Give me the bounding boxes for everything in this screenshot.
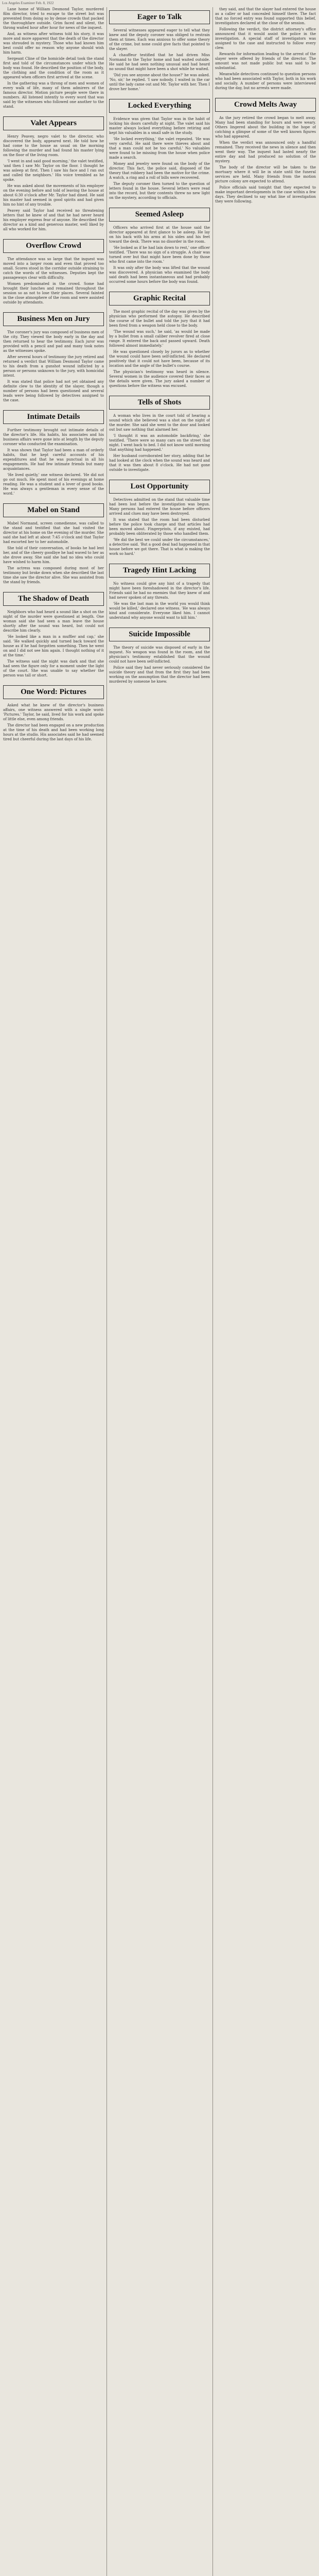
body-paragraph: In the gathering was a throng of men and women of every walk of life, many of them admirers of the famous director. Motion picture people were there in numbers. All listened intently to every word that was said by the witnesses who followed one another to the stand. xyxy=(3,81,104,109)
body-paragraph: 'He locked everything,' the valet repeated. 'He was very careful. He said there were thieves about and that a man could not be too careful.' No valuables were found to be missing from the house when police made a search. xyxy=(109,137,210,160)
section-heading: Tragedy Hint Lacking xyxy=(109,564,210,578)
body-paragraph: He was questioned closely by jurors as to whether the wound could have been self-inflicted. He declared positively that it could not have been, because of its location and the angle of the bullet's course. xyxy=(109,350,210,368)
body-paragraph: Police said they had never seriously considered the suicide theory and that from the first they had been working on the assumption that the director had been murdered by someone he knew. xyxy=(109,666,210,684)
article-block xyxy=(109,480,210,556)
article-block xyxy=(3,312,104,403)
section-heading: Eager to Talk xyxy=(109,10,210,24)
body-paragraph: It was stated that the room had been disturbed before the police took charge and that articles had been moved about. Fingerprints, if any existed, had probably been obliterated by those who handled them. xyxy=(109,518,210,536)
article-block xyxy=(3,7,104,109)
body-paragraph: The deputy coroner then turned to the question of letters found in the house. Several letters were read into the record, but their contents threw no new light on the mystery, according to officials. xyxy=(109,182,210,200)
body-paragraph: Money and jewelry were found on the body of the director. This fact, the police said, disposed of the theory that robbery had been the motive for the crime. A watch, a ring and a roll of bills were recovered. xyxy=(109,162,210,180)
article-block xyxy=(3,410,104,496)
section-heading: One Word: Pictures xyxy=(3,685,104,699)
body-paragraph: A chauffeur testified that he had driven Miss Normand to the Taylor home and had waited outside. He said he had seen nothing unusual and had heard no sound that might have been a shot while he waited. xyxy=(109,53,210,71)
section-heading: Locked Everything xyxy=(109,99,210,113)
body-paragraph: Following the verdict, the district attorney's office announced that it would assist the police in the investigation. A special staff of investigators was assigned to the case and instructed to follow every clew. xyxy=(215,27,316,50)
article-block xyxy=(3,592,104,678)
body-paragraph: It was only after the body was lifted that the wound was discovered. A physician who examined the body said death had been instantaneous and had probably occurred some hours before the body was found. xyxy=(109,266,210,284)
body-paragraph: The witness said the night was dark and that she had seen the figure only for a moment under the light of the court. She was unable to say whether the person was tall or short. xyxy=(3,659,104,677)
section-heading: Valet Appears xyxy=(3,116,104,130)
article-block xyxy=(109,628,210,684)
body-paragraph: Henry Peavey, negro valet to the director, who discovered the body, appeared next. He told how he had come to the house as usual on the morning following the murder and had found his master lying on the floor of the living room. xyxy=(3,134,104,157)
body-paragraph: The most graphic recital of the day was given by the physician who performed the autopsy. He described the course of the bullet and told the jury that it had been fired from a weapon held close to the body. xyxy=(109,310,210,328)
body-paragraph: 'He looked like a man in a muffler and cap,' she said. 'He walked quickly and turned back toward the house as if he had forgotten something. Then he went on and I did not see him again. I thought nothing of it at the time.' xyxy=(3,635,104,657)
column-1 xyxy=(3,7,104,2576)
section-heading: Crowd Melts Away xyxy=(215,98,316,112)
body-paragraph: Sergeant Cline of the homicide detail took the stand first and told of the circumstances under which the body was found. He described the position of the body, the clothing and the condition of the room as it appeared when officers first arrived at the scene. xyxy=(3,57,104,79)
body-paragraph: The body of the director will be taken to the mortuary where it will lie in state until the funeral services are held. Many friends from the motion picture colony are expected to attend. xyxy=(215,165,316,183)
article-block xyxy=(3,503,104,585)
body-paragraph: Asked what he knew of the director's business affairs, one witness answered with a single word: 'Pictures.' Taylor, he said, lived for his work and spoke of little else, even among friends. xyxy=(3,703,104,721)
body-paragraph: 'He looked as if he had lain down to rest,' one officer testified. 'There was no sign of a struggle. A chair was turned over but that might have been done by those who first came into the room.' xyxy=(109,246,210,264)
body-paragraph: A woman who lives in the court told of hearing a sound which she believed was a shot on the night of the murder. She said she went to the door and looked out but saw nothing that alarmed her. xyxy=(109,414,210,432)
column-3 xyxy=(215,7,316,2576)
article-block xyxy=(3,239,104,305)
section-heading: Mabel on Stand xyxy=(3,503,104,517)
body-paragraph: 'I went in and said good morning,' the valet testified, 'and then I saw Mr. Taylor on the floor. I thought he was asleep at first. Then I saw his face and I ran out and called the neighbors.' His voice trembled as he spoke. xyxy=(3,159,104,182)
body-paragraph: The physician's testimony was heard in silence. Several women in the audience covered their faces as the details were given. The jury asked a number of questions before the witness was excused. xyxy=(109,370,210,388)
body-paragraph: 'Did you see anyone about the house?' he was asked. 'No, sir,' he replied. 'I saw nobody. I waited in the car until the lady came out and Mr. Taylor with her. Then I drove her home.' xyxy=(109,73,210,91)
article-block xyxy=(109,10,210,92)
article-block xyxy=(109,396,210,472)
body-paragraph: Further testimony brought out intimate details of the director's life. His habits, his associates and his business affairs were gone into at length by the deputy coroner who conducted the examination. xyxy=(3,428,104,446)
body-paragraph: The attendance was so large that the inquest was moved into a larger room and even that proved too small. Scores stood in the corridor outside straining to catch the words of the witnesses. Deputies kept the passageways clear with difficulty. xyxy=(3,257,104,280)
body-paragraph: When the verdict was announced only a handful remained. They received the news in silence and then went their way. The inquest had lasted nearly the entire day and had produced no solution of the mystery. xyxy=(215,141,316,163)
body-paragraph: 'He was the last man in the world you would think would be killed,' declared one witness. 'He was always kind and considerate. Everyone liked him. I cannot understand why anyone would want to kill him.' xyxy=(109,602,210,620)
body-paragraph: Several witnesses appeared eager to tell what they knew and the deputy coroner was obliged to restrain them at times. Each was anxious to offer some theory of the crime, but none could give facts that pointed to the slayer. xyxy=(109,28,210,51)
article-block xyxy=(109,564,210,620)
body-paragraph: As the jury retired the crowd began to melt away. Many had been standing for hours and were weary. Others lingered about the building in the hope of catching a glimpse of some of the well known figures who had appeared. xyxy=(215,116,316,139)
body-paragraph: 'I thought it was an automobile backfiring,' she testified. 'There were so many cars on the street that night. I went back to bed. I did not know until morning that anything had happened.' xyxy=(109,434,210,452)
body-paragraph: Mabel Normand, screen comedienne, was called to the stand and testified that she had visited the director at his home on the evening of the murder. She said she had left at about 7:45 o'clock and that Taylor had escorted her to her automobile. xyxy=(3,521,104,544)
section-heading: Business Men on Jury xyxy=(3,312,104,326)
body-paragraph: Women predominated in the crowd. Some had brought their lunches and remained throughout the session so as not to lose their places. Several fainted in the close atmosphere of the room and were assisted outside by attendants. xyxy=(3,282,104,304)
body-paragraph: She told of their conversation, of books he had lent her, and of the cheery goodbye he had waved to her as she drove away. She said she had no idea who could have wished to harm him. xyxy=(3,546,104,564)
article-block xyxy=(109,292,210,388)
body-paragraph: Officers who arrived first at the house said the director appeared at first glance to be asleep. He lay on his back with his arms at his sides and his feet toward the desk. There was no disorder in the room. xyxy=(109,226,210,244)
article-block xyxy=(109,208,210,284)
section-heading: Intimate Details xyxy=(3,410,104,424)
body-paragraph: 'We did the best we could under the circumstances,' a detective said. 'But a good deal had happened in that house before we got there. That is what is making the work so hard.' xyxy=(109,538,210,556)
body-paragraph: Neighbors who had heard a sound like a shot on the night of the murder were questioned at length. One woman said she had seen a man leave the house shortly after the sound was heard, but could not describe him clearly. xyxy=(3,610,104,633)
section-heading: Overflow Crowd xyxy=(3,239,104,253)
column-rule xyxy=(212,7,213,2576)
body-paragraph: After several hours of testimony the jury retired and returned a verdict that William Desmond Taylor came to his death from a gunshot wound inflicted by a person or persons unknown to the jury, with homicidal intent. xyxy=(3,355,104,378)
section-heading: The Shadow of Death xyxy=(3,592,104,606)
masthead: Los Angeles Examiner Feb. 8, 1922 xyxy=(2,1,54,5)
body-paragraph: Lane home of William Desmond Taylor, murdered film director, tried to escape to the street but was prevented from doing so by dense crowds that packed the thoroughfare outside. Grim faced and silent, the throng waited hour after hour for news of the inquest. xyxy=(3,7,104,30)
body-paragraph: The actress was composed during most of her testimony but broke down when she described the last time she saw the director alive. She was assisted from the stand by friends. xyxy=(3,566,104,584)
section-heading: Tells of Shots xyxy=(109,396,210,410)
body-paragraph: Peavey said Taylor had received no threatening letters that he knew of and that he had never heard his employer express fear of anyone. He described the director as a kind and generous master, well liked by all who worked for him. xyxy=(3,209,104,231)
body-paragraph: Meanwhile detectives continued to question persons who had been associated with Taylor, both in his work and socially. A number of persons were interviewed during the day, but no arrests were made. xyxy=(215,72,316,90)
section-heading: Seemed Asleep xyxy=(109,208,210,222)
body-paragraph: Her husband corroborated her story, adding that he had looked at the clock when the sound was heard and that it was then about 8 o'clock. He had not gone outside to investigate. xyxy=(109,454,210,472)
body-paragraph: Evidence was given that Taylor was in the habit of locking his doors carefully at night. The valet said his master always locked everything before retiring and kept his valuables in a small safe in the study. xyxy=(109,117,210,135)
section-heading: Graphic Recital xyxy=(109,292,210,306)
body-paragraph: He was asked about the movements of his employer on the evening before and told of leaving the house at about 6:30 o'clock after Mr. Taylor had dined. He said his master had seemed in good spirits and had given him no hint of any trouble. xyxy=(3,184,104,207)
body-paragraph: 'The wound was such,' he said, 'as would be made by a bullet from a small caliber revolver fired at close range. It entered the back and passed upward. Death followed almost immediately.' xyxy=(109,330,210,348)
section-heading: Lost Opportunity xyxy=(109,480,210,494)
body-paragraph: The coroner's jury was composed of business men of the city. They viewed the body early in the day and then returned to hear the testimony. Each juror was provided with a pencil and pad and many took notes as the witnesses spoke. xyxy=(3,330,104,353)
column-2 xyxy=(109,7,210,2576)
body-paragraph: And, as witness after witness told his story, it was more and more apparent that the death of the director was shrouded in mystery. Those who had known him best could offer no reason why anyone should wish him harm. xyxy=(3,32,104,55)
body-paragraph: Rewards for information leading to the arrest of the slayer were offered by friends of the director. The amount was not made public but was said to be substantial. xyxy=(215,52,316,70)
body-paragraph: No witness could give any hint of a tragedy that might have been foreshadowed in the director's life. Friends said he had no enemies that they knew of and had never spoken of any threats. xyxy=(109,582,210,600)
article-block xyxy=(215,7,316,91)
body-paragraph: The theory of suicide was disposed of early in the inquest. No weapon was found in the room, and the physician's testimony established that the wound could not have been self-inflicted. xyxy=(109,646,210,664)
body-paragraph: It was shown that Taylor had been a man of orderly habits, that he kept careful accounts of his expenditures and that he was punctual in all his engagements. He had few intimate friends but many acquaintances. xyxy=(3,448,104,471)
body-paragraph: It was stated that police had not yet obtained any definite clew to the identity of the slayer, though a number of persons had been questioned and several leads were being followed by detectives assigned to the case. xyxy=(3,380,104,402)
article-block xyxy=(109,99,210,200)
article-block xyxy=(3,116,104,232)
section-heading: Suicide Impossible xyxy=(109,628,210,641)
body-paragraph: Detectives admitted on the stand that valuable time had been lost before the investigation was begun. Many persons had entered the house before officers arrived and clues may have been destroyed. xyxy=(109,498,210,516)
body-paragraph: The director had been engaged on a new production at the time of his death and had been working long hours at the studio. His associates said he had seemed tired but cheerful during the last days of his life. xyxy=(3,723,104,741)
article-block xyxy=(215,98,316,204)
body-paragraph: they said, and that the slayer had entered the house as a caller or had concealed himself there. The fact that no forced entry was found supported this belief, investigators declared at the close of the session. xyxy=(215,7,316,25)
body-paragraph: Police officials said tonight that they expected to make important developments in the case within a few days. They declined to say what line of investigation they were following. xyxy=(215,185,316,204)
body-paragraph: 'He lived quietly,' one witness declared. 'He did not go out much. He spent most of his evenings at home reading. He was a student and a lover of good books. He was always a gentleman in every sense of the word.' xyxy=(3,473,104,496)
article-block xyxy=(3,685,104,742)
